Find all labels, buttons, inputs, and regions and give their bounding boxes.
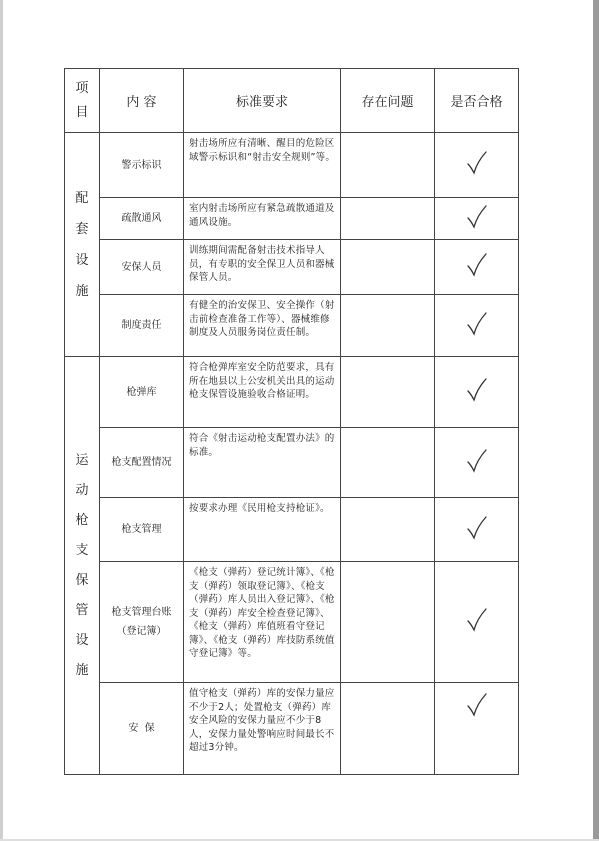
standard-text: 有健全的治安保卫、安全操作（射击前检查准备工作等）、器械维修制度及人员服务岗位责任制。 xyxy=(184,295,341,357)
problem-cell xyxy=(341,683,435,775)
check-mark-icon xyxy=(466,449,488,473)
check-mark-icon xyxy=(466,608,488,632)
qualified-cell xyxy=(435,198,519,240)
qualified-cell xyxy=(435,295,519,357)
qualified-cell xyxy=(435,498,519,562)
standard-text: 训练期间需配备射击技术指导人员，有专职的安全保卫人员和器械保管人员。 xyxy=(184,240,341,295)
standard-text: 按要求办理《民用枪支持枪证》。 xyxy=(184,498,341,562)
category-gun-storage-facilities: 运 动 枪 支 保 管 设 施 xyxy=(65,357,100,775)
problem-cell xyxy=(341,562,435,683)
problem-cell xyxy=(341,198,435,240)
table-row xyxy=(65,198,519,240)
qualified-cell xyxy=(435,562,519,683)
item-name: 枪弹库 xyxy=(100,357,184,428)
header-row xyxy=(65,69,519,133)
check-mark-icon xyxy=(466,312,488,336)
table-row xyxy=(65,498,519,562)
item-name: 制度责任 xyxy=(100,295,184,357)
standard-text: 值守枪支（弹药）库的安保力量应不少于2人；处置枪支（弹药）库安全风险的安保力量应不少于8人，安保力量处警响应时间最长不超过3分钟。 xyxy=(184,683,341,775)
problem-cell xyxy=(341,295,435,357)
standard-text: 室内射击场所应有紧急疏散通道及通风设施。 xyxy=(184,198,341,240)
item-name: 警示标识 xyxy=(100,133,184,198)
problem-cell xyxy=(341,428,435,498)
check-mark-icon xyxy=(466,378,488,402)
qualified-cell xyxy=(435,357,519,428)
item-name: 枪支管理台账（登记簿） xyxy=(100,562,184,683)
qualified-cell xyxy=(435,240,519,295)
problem-cell xyxy=(341,498,435,562)
category-supporting-facilities: 配 套 设 施 xyxy=(65,133,100,357)
table-row xyxy=(65,240,519,295)
item-name: 枪支配置情况 xyxy=(100,428,184,498)
check-mark-icon xyxy=(466,516,488,540)
item-name: 安 保 xyxy=(100,683,184,775)
qualified-cell xyxy=(435,133,519,198)
table-row xyxy=(65,357,519,428)
item-name: 安保人员 xyxy=(100,240,184,295)
header-standard: 标准要求 xyxy=(184,69,341,133)
qualified-cell xyxy=(435,683,519,775)
item-name: 枪支管理 xyxy=(100,498,184,562)
check-mark-icon xyxy=(466,205,488,229)
header-problems: 存在问题 xyxy=(341,69,435,133)
table-row xyxy=(65,133,519,198)
standard-text: 符合枪弹库室安全防范要求，具有所在地县以上公安机关出具的运动枪支保管设施验收合格证明。 xyxy=(184,357,341,428)
check-mark-icon xyxy=(466,693,488,717)
check-mark-icon xyxy=(466,253,488,277)
problem-cell xyxy=(341,133,435,198)
table-row xyxy=(65,295,519,357)
item-name: 疏散通风 xyxy=(100,198,184,240)
header-content: 内 容 xyxy=(100,69,184,133)
standard-text: 射击场所应有清晰、醒目的危险区域警示标识和“射击安全规则”等。 xyxy=(184,133,341,198)
check-mark-icon xyxy=(466,151,488,175)
inspection-table xyxy=(64,68,519,775)
qualified-cell xyxy=(435,428,519,498)
header-item-type: 项 目 xyxy=(65,69,100,133)
standard-text: 《枪支（弹药）登记统计簿》、《枪支（弹药）领取登记簿》、《枪支（弹药）库人员出入登记簿》、《枪支（弹药）库安全检查登记簿》、《枪支（弹药）库值班看守登记簿》、《枪支（弹药）库技防系统值守登记簿》等。 xyxy=(184,562,341,683)
standard-text: 符合《射击运动枪支配置办法》的标准。 xyxy=(184,428,341,498)
table-row xyxy=(65,683,519,775)
header-qualified: 是否合格 xyxy=(435,69,519,133)
table-row xyxy=(65,562,519,683)
problem-cell xyxy=(341,357,435,428)
problem-cell xyxy=(341,240,435,295)
table-row xyxy=(65,428,519,498)
